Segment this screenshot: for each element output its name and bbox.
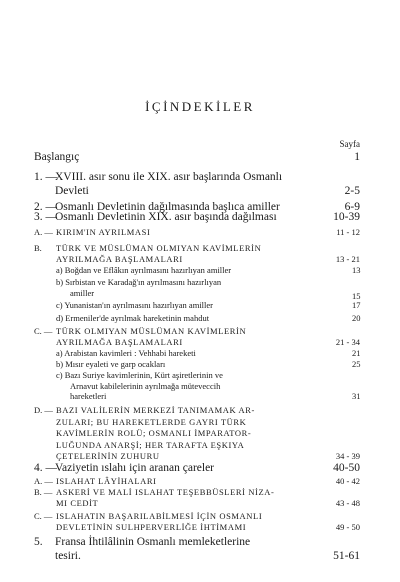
- toc-subentry-3b-a: [34, 265, 360, 276]
- toc-entry-title-line: Devleti: [55, 185, 89, 197]
- toc-entry-page: 17: [352, 300, 361, 310]
- toc-entry-page: 15: [352, 291, 361, 301]
- toc-entry-title: Vaziyetin ıslahı için aranan çareler: [55, 462, 215, 474]
- page-title: İÇİNDEKİLER: [145, 99, 255, 114]
- toc-entry-page: 34 - 39: [335, 451, 360, 461]
- toc-entry-title-line: ISLAHATIN BAŞARILABİLMESİ İÇİN OSMANLI: [56, 511, 263, 521]
- toc-entry-title: b) Mısır eyaleti ve garp ocakları: [56, 359, 166, 369]
- toc-entry-number: C. —: [34, 326, 53, 336]
- toc-entry-baslangic: [34, 150, 360, 164]
- toc-entry-page: 1: [354, 151, 360, 163]
- toc-entry-3a: [34, 227, 360, 238]
- toc-entry-3b: [34, 243, 360, 264]
- toc-entry-page: 51-61: [333, 550, 360, 562]
- toc-entry-title-line: tesiri.: [55, 550, 81, 562]
- toc-entry-title-line: hareketleri: [70, 391, 107, 401]
- toc-entry-number: A. —: [34, 476, 53, 486]
- toc-entry-title: c) Yunanistan'ın ayrılmasını hazırlıyan amiller: [56, 300, 214, 310]
- toc-entry-title-line: amiller: [70, 287, 95, 298]
- toc-entry-page: 49 - 50: [335, 522, 360, 532]
- toc-entry-page: 6-9: [344, 201, 360, 213]
- toc-entry-title: a) Arabistan kavimleri : Vehhabi hareketi: [56, 348, 196, 358]
- toc-entry-page: 21: [352, 348, 361, 358]
- toc-entry-4c: [34, 511, 360, 533]
- toc-entry-page: 2-5: [344, 185, 360, 197]
- toc-entry-title: ISLAHAT LÂYİHALARI: [56, 476, 157, 486]
- toc-entry-3d: [34, 405, 360, 465]
- toc-subentry-3b-c: [34, 300, 360, 311]
- toc-subentry-3b-d: [34, 313, 360, 324]
- toc-subentry-3c-a: [34, 348, 360, 359]
- toc-entry-title-line: Fransa İhtilâlinin Osmanlı memleketlerine: [55, 536, 251, 548]
- toc-entry-title: d) Ermeniler'de ayrılmak hareketinin mahdut: [56, 313, 210, 323]
- toc-entry-number: C. —: [34, 511, 53, 521]
- toc-entry-title-line: b) Sırbistan ve Karadağ'ın ayrılmasını hazırlıyan: [56, 277, 222, 287]
- toc-entry-title-line: ÇETELERİNİN ZUHURU: [56, 451, 160, 461]
- toc-entry-title: Osmanlı Devletinin dağılmasında başlıca amiller: [55, 201, 280, 213]
- toc-entry-3: [34, 210, 360, 224]
- toc-entry-4b: [34, 487, 360, 509]
- toc-entry-title-line: Arnavut kabilelerinin ayrılmağa müteveccih: [70, 380, 221, 391]
- toc-entry-4: [34, 461, 360, 475]
- toc-entry-page: 13 - 21: [335, 254, 360, 264]
- toc-entry-3c: [34, 326, 360, 347]
- toc-entry-title-line: TÜRK VE MÜSLÜMAN OLMIYAN KAVİMLERİN: [56, 243, 262, 253]
- toc-entry-title: a) Boğdan ve Eflâkın ayrılmasını hazırlıyan amiller: [56, 265, 232, 275]
- toc-entry-page: 40-50: [333, 462, 360, 474]
- toc-entry-number: 2. —: [34, 201, 57, 213]
- toc-entry-title-line: ZULARI; BU HAREKETLERDE GAYRI TÜRK: [56, 416, 247, 427]
- toc-entry-title-line: AYRILMAĞA BAŞLAMALARI: [56, 253, 183, 264]
- toc-entry-page: 40 - 42: [335, 476, 360, 486]
- toc-entry-title-line: TÜRK OLMIYAN MÜSLÜMAN KAVİMLERİN: [56, 326, 247, 336]
- toc-entry-number: 3. —: [34, 211, 57, 223]
- toc-entry-title: Osmanlı Devletinin XIX. asır başında dağılması: [55, 211, 277, 223]
- toc-entry-1: [34, 170, 360, 198]
- toc-entry-title-line: XVIII. asır sonu ile XIX. asır başlarında Osmanlı: [55, 171, 283, 183]
- toc-entry-page: 43 - 48: [335, 498, 360, 508]
- toc-entry-title-line: ASKERİ VE MALİ ISLAHAT TEŞEBBÜSLERİ NİZA-: [56, 487, 275, 497]
- toc-entry-page: 31: [352, 391, 361, 401]
- toc-entry-page: 20: [352, 313, 361, 323]
- toc-entry-number: 5.: [34, 536, 43, 548]
- toc-entry-number: B.: [34, 243, 42, 253]
- toc-entry-title-line: MI CEDİT: [56, 497, 99, 508]
- toc-entry-page: 10-39: [333, 211, 360, 223]
- toc-subentry-3b-b: [34, 277, 360, 299]
- toc-entry-page: 13: [352, 265, 361, 275]
- toc-entry-number: B. —: [34, 487, 53, 497]
- toc-entry-number: 1. —: [34, 171, 57, 183]
- toc-entry-title-line: DEVLETİNİN SULHPERVERLİĞE İHTİMAMI: [56, 521, 247, 532]
- toc-entry-5: [34, 535, 360, 563]
- toc-entry-4a: [34, 476, 360, 487]
- toc-entry-title: Başlangıç: [34, 151, 80, 163]
- toc-entry-title-line: LUĞUNDA ANARŞİ; HER TARAFTA EŞKIYA: [56, 439, 245, 450]
- toc-entry-title-line: AYRILMAĞA BAŞLAMALARI: [56, 336, 183, 347]
- toc-entry-page: 21 - 34: [335, 337, 360, 347]
- toc-entry-number: A. —: [34, 227, 53, 237]
- toc-entry-page: 11 - 12: [336, 227, 360, 237]
- toc-entry-number: D. —: [34, 405, 53, 415]
- toc-entry-number: 4. —: [34, 462, 57, 474]
- page-column-header: Sayfa: [339, 139, 360, 149]
- toc-entry-title: KIRIM'IN AYRILMASI: [56, 227, 151, 237]
- toc-entry-title-line: BAZI VALİLERİN MERKEZİ TANIMAMAK AR-: [56, 405, 255, 415]
- toc-subentry-3c-b: [34, 359, 360, 370]
- toc-subentry-3c-c: [34, 370, 360, 403]
- toc-entry-title-line: c) Bazı Suriye kavimlerinin, Kürt aşiretlerinin ve: [56, 370, 223, 380]
- toc-entry-title-line: KAVİMLERİN ROLÜ; OSMANLI İMPARATOR-: [56, 428, 252, 438]
- toc-entry-page: 25: [352, 359, 361, 369]
